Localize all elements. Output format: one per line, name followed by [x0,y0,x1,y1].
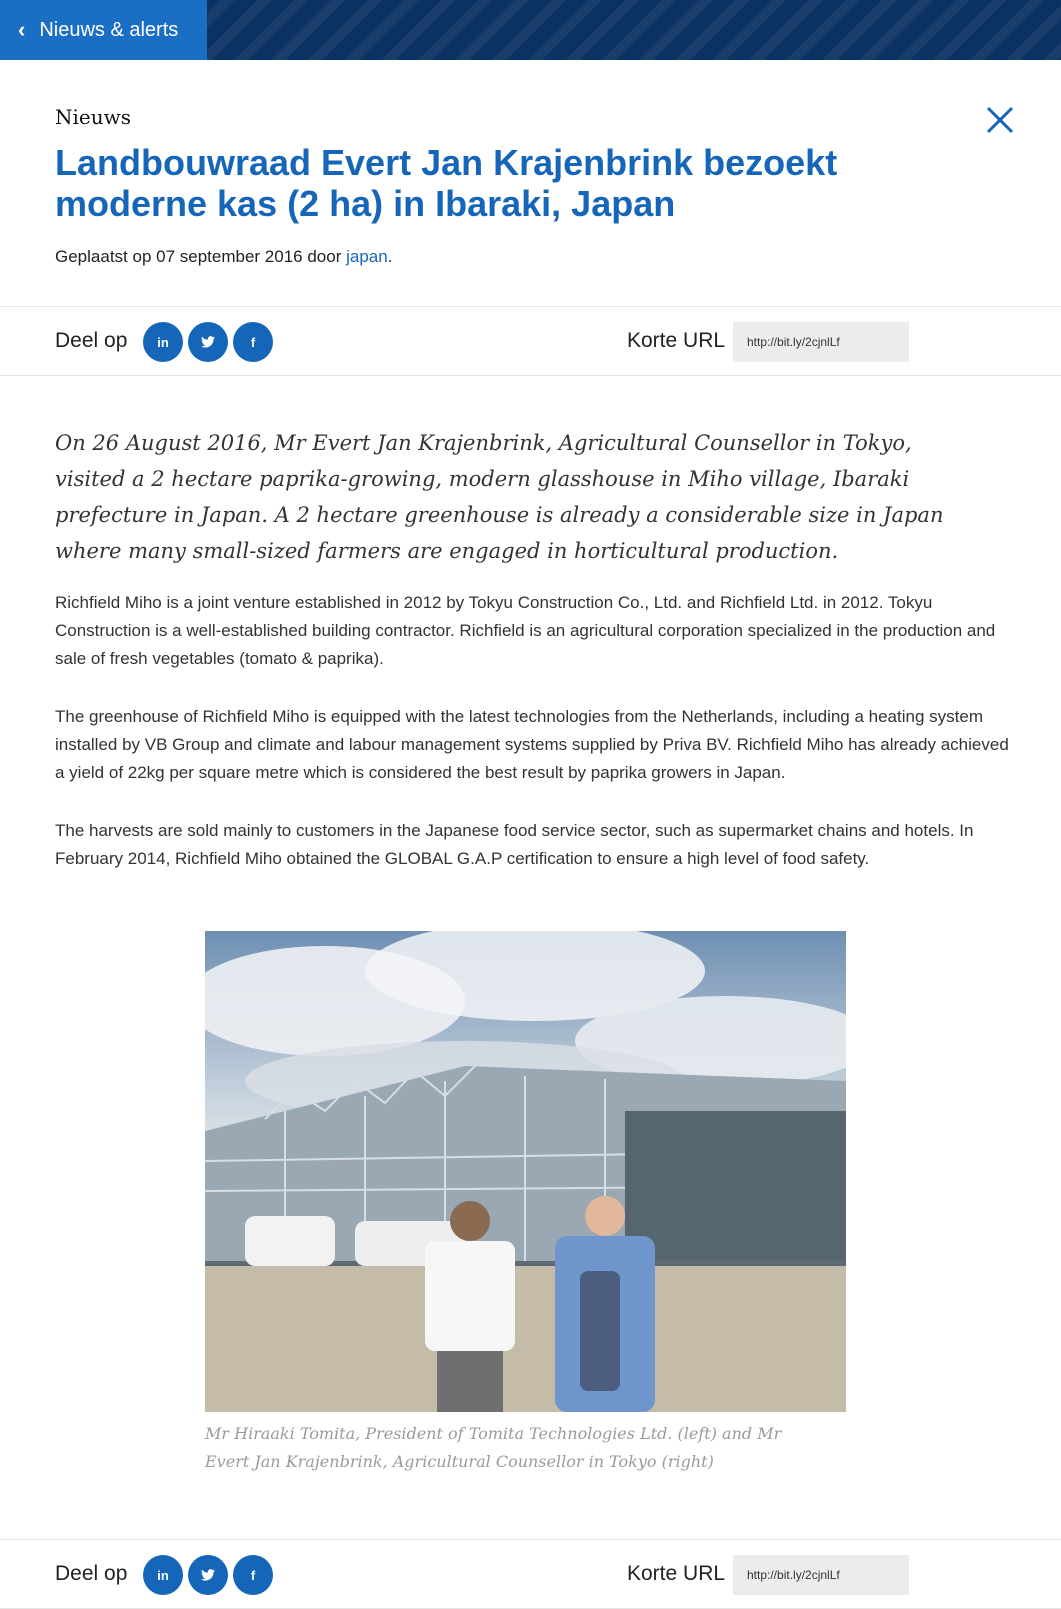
greenhouse-photo-illustration [205,931,846,1412]
linkedin-icon: in [157,1567,169,1583]
share-label: Deel op [55,1562,128,1585]
share-label: Deel op [55,329,128,352]
facebook-icon: f [250,334,256,350]
close-icon[interactable] [985,105,1015,135]
short-url-label: Korte URL [627,1562,726,1585]
twitter-icon [201,336,215,348]
linkedin-icon: in [157,334,169,350]
share-bar-bottom [0,1539,1061,1609]
chevron-left-icon: ‹ [18,17,26,42]
article-paragraph-1: Richfield Miho is a joint venture established in 2012 by Tokyu Construction Co., Ltd. and Richfield Ltd. in 2012. Tokyu Construction is a well-established building contractor. Richfield is an agricultural corporation specialized in the production and sale of fresh vegetables (tomato & paprika). [55,593,996,668]
author-link[interactable]: japan [346,247,388,266]
back-to-news-button[interactable] [0,0,207,60]
photo-caption: Mr Hiraaki Tomita, President of Tomita Technologies Ltd. (left) and Mr Evert Jan Krajenbrink, Agricultural Counsellor in Tokyo (right) [205,1424,782,1471]
linkedin-share-button[interactable] [143,1555,183,1595]
twitter-share-button[interactable] [188,1555,228,1595]
top-bar [0,0,1061,60]
short-url-label: Korte URL [627,329,726,352]
article-paragraph-2: The greenhouse of Richfield Miho is equipped with the latest technologies from the Netherlands, including a heating system installed by VB Group and climate and labour management systems supplied by Priva BV. Richfield Miho has already achieved a yield of 22kg per square metre which is considered the best result by paprika growers in Japan. [55,707,1009,782]
short-url-field[interactable] [733,1555,909,1595]
facebook-icon: f [250,1567,256,1583]
article-meta [55,247,392,267]
article-title: Landbouwraad Evert Jan Krajenbrink bezoekt moderne kas (2 ha) in Ibaraki, Japan [55,142,838,224]
article-kind: Nieuws [55,105,131,129]
facebook-share-button[interactable] [233,1555,273,1595]
share-bar-top [0,306,1061,376]
twitter-icon [201,1569,215,1581]
meta-suffix: . [387,247,393,266]
facebook-share-button[interactable] [233,322,273,362]
article-photo [205,931,846,1412]
short-url-field[interactable] [733,322,909,362]
meta-prefix: Geplaatst op 07 september 2016 door [55,247,347,266]
article-lead: On 26 August 2016, Mr Evert Jan Krajenbrink, Agricultural Counsellor in Tokyo, visited a 2 hectare paprika-growing, modern glasshouse in Miho village, Ibaraki prefecture in Japan. A 2 hectare greenhouse is already a considerable size in Japan where many small-sized farmers are engaged in horticultural production. [55,431,944,563]
article-paragraph-3: The harvests are sold mainly to customers in the Japanese food service sector, such as supermarket chains and hotels. In February 2014, Richfield Miho obtained the GLOBAL G.A.P certification to ensure a high level of food safety. [55,821,974,868]
twitter-share-button[interactable] [188,322,228,362]
linkedin-share-button[interactable] [143,322,183,362]
back-button-label: Nieuws & alerts [39,18,179,41]
